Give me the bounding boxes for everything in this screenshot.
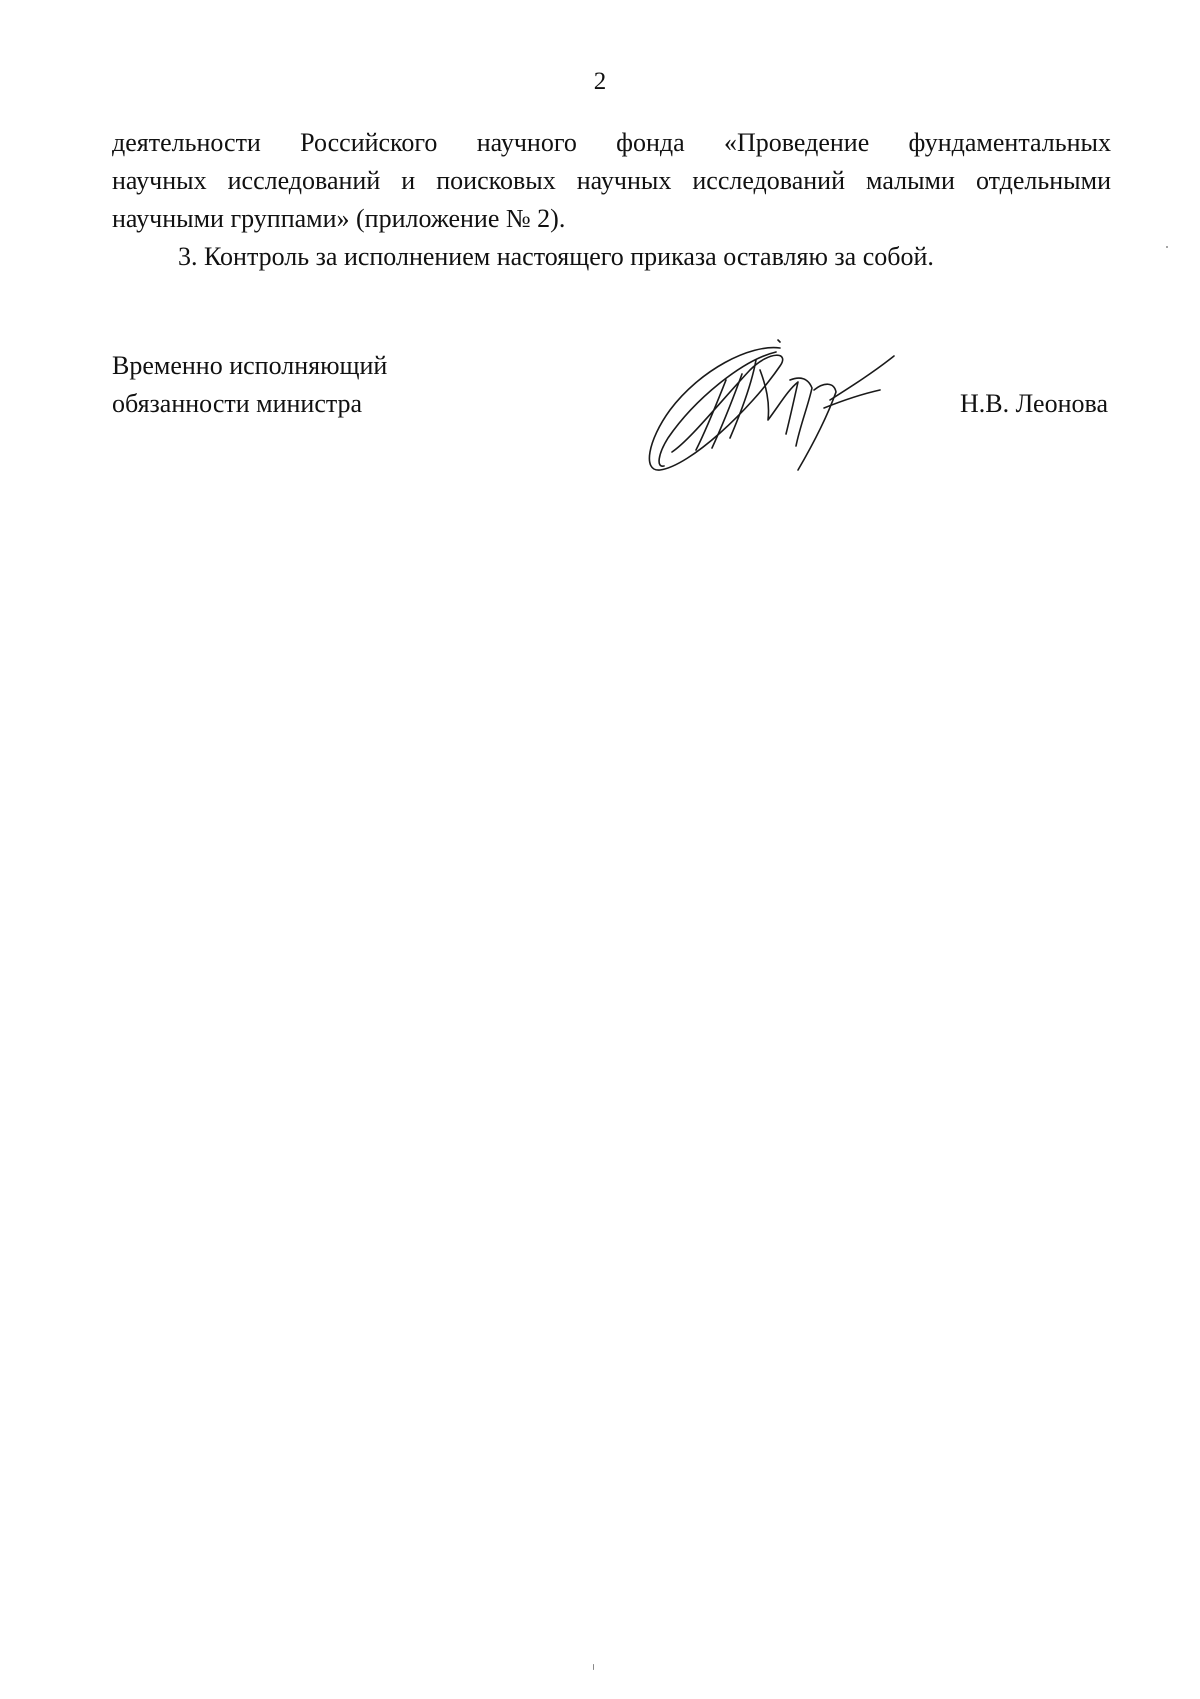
paragraph-line: научных исследований и поисковых научных исследований малыми отдельными xyxy=(112,166,1111,195)
signatory-title-line: Временно исполняющий xyxy=(112,351,388,380)
scan-speck xyxy=(1166,246,1168,248)
paragraph-3: 3. Контроль за исполнением настоящего приказа оставляю за собой. xyxy=(178,242,934,271)
paragraph-line: научными группами» (приложение № 2). xyxy=(112,204,566,233)
signatory-title-line: обязанности министра xyxy=(112,389,363,418)
document-body xyxy=(112,124,1111,276)
paragraph-line: деятельности Российского научного фонда «Проведение фундаментальных xyxy=(112,128,1111,157)
page-number: 2 xyxy=(593,68,607,95)
signatory-name: Н.В. Леонова xyxy=(959,389,1108,418)
handwritten-signature xyxy=(630,330,930,480)
scan-speck xyxy=(593,1664,594,1670)
signatory-title xyxy=(112,347,387,423)
